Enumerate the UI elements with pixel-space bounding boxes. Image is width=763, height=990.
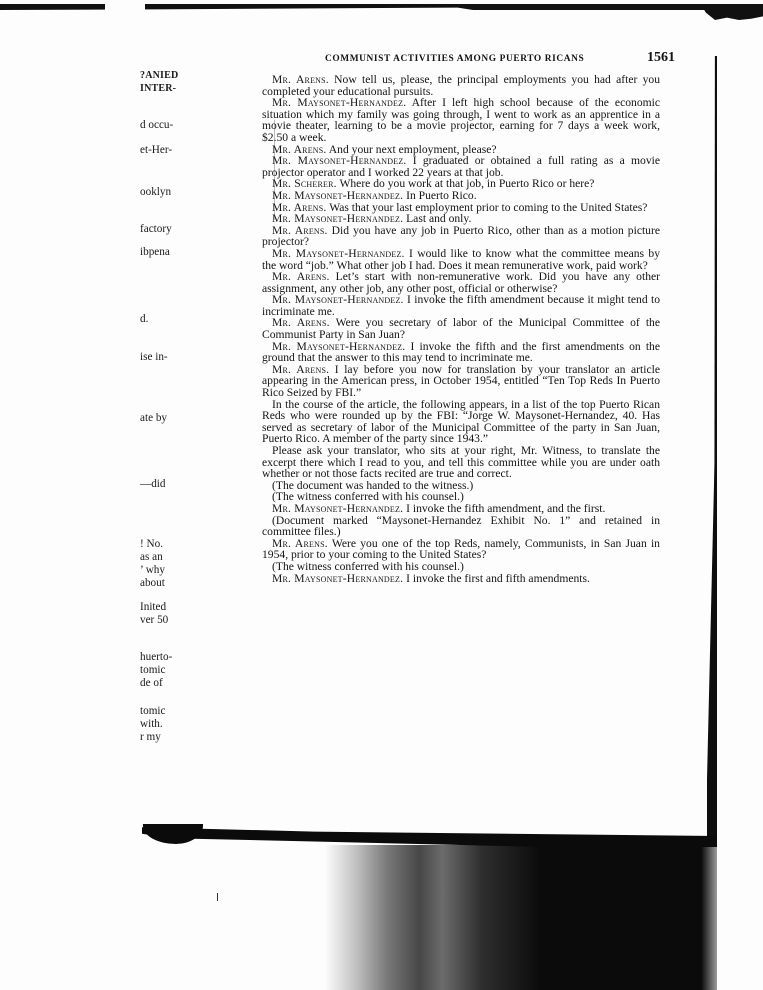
running-head-title: COMMUNIST ACTIVITIES AMONG PUERTO RICANS — [325, 54, 585, 64]
paragraph-text: Was that your last employment prior to coming to the United States? — [326, 200, 648, 214]
margin-fragment: tomic — [140, 705, 166, 717]
paragraph-text: (The witness conferred with his counsel.) — [272, 490, 464, 504]
paragraph-text: Where do you work at that job, in Puerto Rico or here? — [336, 177, 595, 191]
speaker-name: Mr. Arens. — [272, 316, 330, 330]
scan-edge-corner — [703, 8, 763, 20]
margin-fragment: INTER- — [140, 83, 177, 94]
speaker-name: Mr. Maysonet-Hernandez. — [272, 293, 404, 307]
margin-fragment: factory — [140, 223, 172, 235]
paragraph-text: After I left high school because of the economic situation which my family was going through, I went to work as an apprentice in a movie theater, learning to be a movie projector, earning for 7 days a week work, $2.50 a week. — [262, 96, 661, 144]
speaker-name: Mr. Arens. — [272, 270, 330, 284]
paragraph-text: I invoke the fifth amendment because it might tend to incriminate me. — [262, 293, 661, 318]
speaker-name: Mr. Maysonet-Hernandez. — [272, 246, 405, 260]
paragraph-text: Last and only. — [403, 212, 472, 226]
margin-fragment: ise in- — [140, 351, 168, 363]
speaker-paragraph — [262, 74, 660, 97]
speaker-name: Mr. Arens. — [272, 142, 327, 156]
margin-fragment: with. — [140, 718, 163, 730]
speaker-name: Mr. Maysonet-Hernandez. — [272, 96, 407, 110]
speaker-paragraph — [262, 573, 660, 585]
transcript-body — [262, 74, 660, 584]
speaker-paragraph — [262, 248, 660, 271]
speaker-name: Mr. Arens. — [272, 200, 327, 214]
paragraph-text: I invoke the fifth and the first amendments on the ground that the answer to this may tend to incriminate me. — [262, 339, 660, 365]
paragraph-text: Now tell us, please, the principal employments you had after you completed your educational pursuits. — [262, 73, 660, 98]
speaker-paragraph — [262, 364, 660, 399]
margin-fragment: ooklyn — [140, 186, 172, 198]
margin-fragment: as an — [140, 551, 163, 563]
speaker-name: Mr. Maysonet-Hernandez. — [272, 501, 404, 515]
speaker-paragraph — [262, 317, 660, 340]
margin-fragment: ?ANIED — [140, 70, 179, 81]
paragraph-text: Let’s start with non-remunerative work. Did you have any other assignment, any other job, any other post, official or otherwise? — [262, 270, 660, 295]
speaker-name: Mr. Maysonet-Hernandez. — [272, 212, 404, 226]
margin-fragment: et-Her- — [140, 144, 173, 156]
speaker-paragraph — [262, 271, 660, 294]
paragraph-text: In Puerto Rico. — [403, 188, 477, 202]
margin-fragment: d occu- — [140, 119, 174, 131]
margin-fragment: —did — [140, 478, 166, 490]
margin-fragment: de of — [140, 677, 163, 689]
stage-direction — [262, 445, 660, 480]
margin-fragment: tomic — [140, 664, 166, 676]
paragraph-text: In the course of the article, the following appears, in a list of the top Puerto Rican Reds who were rounded up by the FBI: “Jorge W. Maysonet-Hernandez, 40. Has served as secretary of labor of the Municipal Committee of the party in San Juan, Puerto Rico. A member of the party since 1943.” — [262, 397, 660, 446]
paragraph-text: I graduated or obtained a full rating as a movie projector operator and I worked 22 years at that job. — [262, 154, 660, 179]
speaker-name: Mr. Maysonet-Hernandez. — [272, 339, 406, 353]
speaker-name: Mr. Scherer. — [272, 177, 337, 191]
paragraph-text: (The document was handed to the witness.) — [272, 478, 474, 492]
speaker-paragraph — [262, 538, 660, 561]
scan-edge-gap — [105, 2, 145, 12]
scan-edge-right-shadow — [707, 400, 717, 846]
margin-fragment: ate by — [140, 412, 168, 424]
scan-edge-bottom — [142, 825, 717, 847]
speaker-name: Mr. Arens. — [272, 362, 330, 376]
margin-fragment: huerto- — [140, 651, 173, 663]
speaker-name: Mr. Maysonet-Hernandez. — [272, 571, 404, 585]
speaker-name: Mr. Arens. — [272, 223, 328, 237]
stage-direction — [262, 399, 660, 445]
margin-fragment: d. — [140, 313, 149, 325]
margin-fragment: ibpena — [140, 246, 170, 258]
margin-fragment: Inited — [140, 601, 167, 613]
speaker-paragraph — [262, 341, 660, 364]
margin-fragment: about — [140, 577, 165, 589]
paragraph-text: (The witness conferred with his counsel.) — [272, 559, 464, 573]
paragraph-text: And your next employment, please? — [326, 142, 497, 156]
speaker-paragraph — [262, 294, 660, 317]
paragraph-text: Were you one of the top Reds, namely, Communists, in San Juan in 1954, prior to your coming to the United States? — [262, 536, 660, 562]
paragraph-text: (Document marked “Maysonet-Hernandez Exhibit No. 1” and retained in committee files.) — [262, 513, 660, 539]
speaker-name: Mr. Arens. — [272, 536, 328, 550]
paragraph-text: I lay before you now for translation by your translator an article appearing in the American press, in October 1954, entitled “Ten Top Reds In Puerto Rico Seized by FBI.” — [262, 362, 660, 400]
speaker-name: Mr. Maysonet-Hernandez. — [272, 188, 404, 202]
paragraph-text: I invoke the fifth amendment, and the first. — [403, 501, 606, 515]
paragraph-text: I would like to know what the committee means by the word “job.” What other job I had. Does it mean remunerative work, paid work? — [262, 246, 660, 272]
speaker-paragraph — [262, 155, 660, 178]
speaker-name: Mr. Arens. — [272, 73, 329, 86]
scan-speck — [217, 893, 218, 901]
speaker-paragraph — [262, 225, 660, 248]
page-number: 1561 — [647, 50, 675, 65]
paragraph-text: I invoke the first and fifth amendments. — [403, 571, 590, 585]
margin-fragment: r my — [140, 731, 161, 743]
running-head — [325, 50, 675, 66]
margin-fragment: ! No. — [140, 538, 163, 550]
margin-fragment: ver 50 — [140, 614, 169, 626]
stage-direction — [262, 515, 660, 538]
scan-shadow-bottom — [325, 845, 717, 990]
paragraph-text: Did you have any job in Puerto Rico, other than as a motion picture projector? — [262, 223, 660, 249]
paragraph-text: Were you secretary of labor of the Municipal Committee of the Communist Party in San Juan? — [262, 316, 660, 342]
margin-fragment: ’ why — [140, 564, 165, 576]
paragraph-text: Please ask your translator, who sits at your right, Mr. Witness, to translate the excerpt there which I read to you, and tell this committee while you are under oath whether or not those facts recited are true and correct. — [262, 444, 660, 481]
speaker-paragraph — [262, 97, 660, 143]
speaker-name: Mr. Maysonet-Hernandez. — [272, 154, 407, 168]
